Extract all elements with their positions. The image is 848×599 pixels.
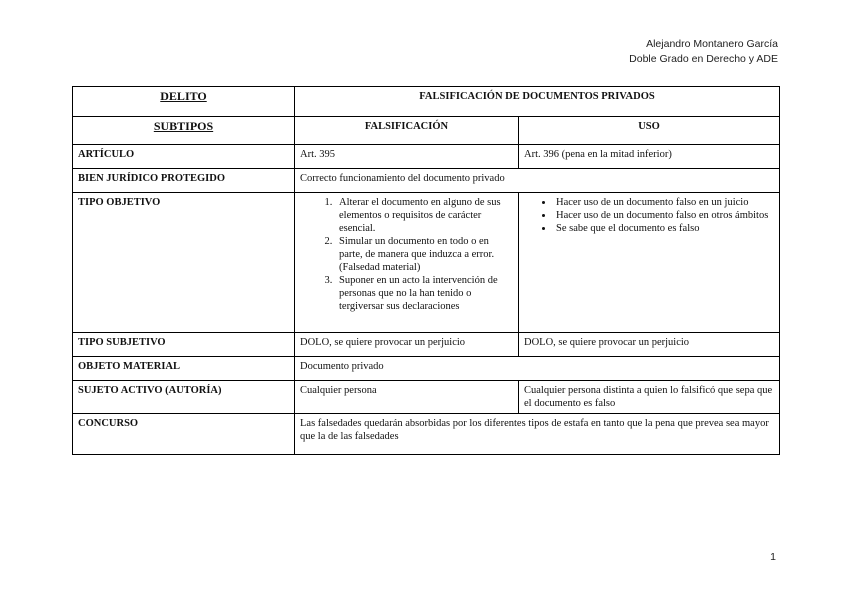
subtipo-uso-header: USO <box>519 117 780 145</box>
sujeto-activo-uso: Cualquier persona distinta a quien lo falsificó que sepa que el documento es falso <box>519 381 780 414</box>
articulo-label: ARTÍCULO <box>73 145 295 169</box>
subtipo-falsificacion-header: FALSIFICACIÓN <box>295 117 519 145</box>
bien-juridico-label: BIEN JURÍDICO PROTEGIDO <box>73 169 295 193</box>
delito-label-cell <box>73 87 295 117</box>
table-row-tipo-objetivo <box>73 193 780 333</box>
uso-bullet-list <box>524 196 774 235</box>
tipo-objetivo-uso <box>519 193 780 333</box>
objeto-material-value: Documento privado <box>295 357 780 381</box>
list-item: 2. Simular un documento en todo o en parte, de manera que induzca a error. (Falsedad material) <box>335 235 513 274</box>
table-row-subtipos <box>73 117 780 145</box>
tipo-subjetivo-uso: DOLO, se quiere provocar un perjuicio <box>519 333 780 357</box>
table-row-delito <box>73 87 780 117</box>
articulo-falsificacion: Art. 395 <box>295 145 519 169</box>
tipo-subjetivo-falsificacion: DOLO, se quiere provocar un perjuicio <box>295 333 519 357</box>
sujeto-activo-label: SUJETO ACTIVO (AUTORÍA) <box>73 381 295 414</box>
table-row-concurso <box>73 414 780 455</box>
falsificacion-numbered-list <box>300 196 513 313</box>
table-row-objeto-material <box>73 357 780 381</box>
crime-summary-table <box>72 86 780 455</box>
objeto-material-label: OBJETO MATERIAL <box>73 357 295 381</box>
subtipos-label: SUBTIPOS <box>153 119 214 133</box>
list-item: • Hacer uso de un documento falso en otros ámbitos <box>554 209 774 222</box>
list-item: • Se sabe que el documento es falso <box>554 222 774 235</box>
list-item: 3. Suponer en un acto la intervención de personas que no la han tenido o tergiversar sus declaraciones <box>335 274 513 313</box>
subtipos-label-cell <box>73 117 295 145</box>
degree-program: Doble Grado en Derecho y ADE <box>629 53 778 65</box>
table-row-sujeto-activo <box>73 381 780 414</box>
tipo-objetivo-label: TIPO OBJETIVO <box>73 193 295 333</box>
author-name: Alejandro Montanero García <box>646 38 778 50</box>
sujeto-activo-falsificacion: Cualquier persona <box>295 381 519 414</box>
concurso-value: Las falsedades quedarán absorbidas por los diferentes tipos de estafa en tanto que la pena que prevea sea mayor que la de las falsedades <box>295 414 780 455</box>
page-header <box>629 37 778 67</box>
table-row-bien-juridico <box>73 169 780 193</box>
tipo-objetivo-falsificacion <box>295 193 519 333</box>
concurso-label: CONCURSO <box>73 414 295 455</box>
page-number: 1 <box>770 551 776 563</box>
table-row-tipo-subjetivo <box>73 333 780 357</box>
delito-value: FALSIFICACIÓN DE DOCUMENTOS PRIVADOS <box>295 87 780 117</box>
list-item: 1. Alterar el documento en alguno de sus elementos o requisitos de carácter esencial. <box>335 196 513 235</box>
delito-label: DELITO <box>160 89 207 103</box>
list-item: • Hacer uso de un documento falso en un juicio <box>554 196 774 209</box>
tipo-subjetivo-label: TIPO SUBJETIVO <box>73 333 295 357</box>
table-row-articulo <box>73 145 780 169</box>
bien-juridico-value: Correcto funcionamiento del documento privado <box>295 169 780 193</box>
articulo-uso: Art. 396 (pena en la mitad inferior) <box>519 145 780 169</box>
